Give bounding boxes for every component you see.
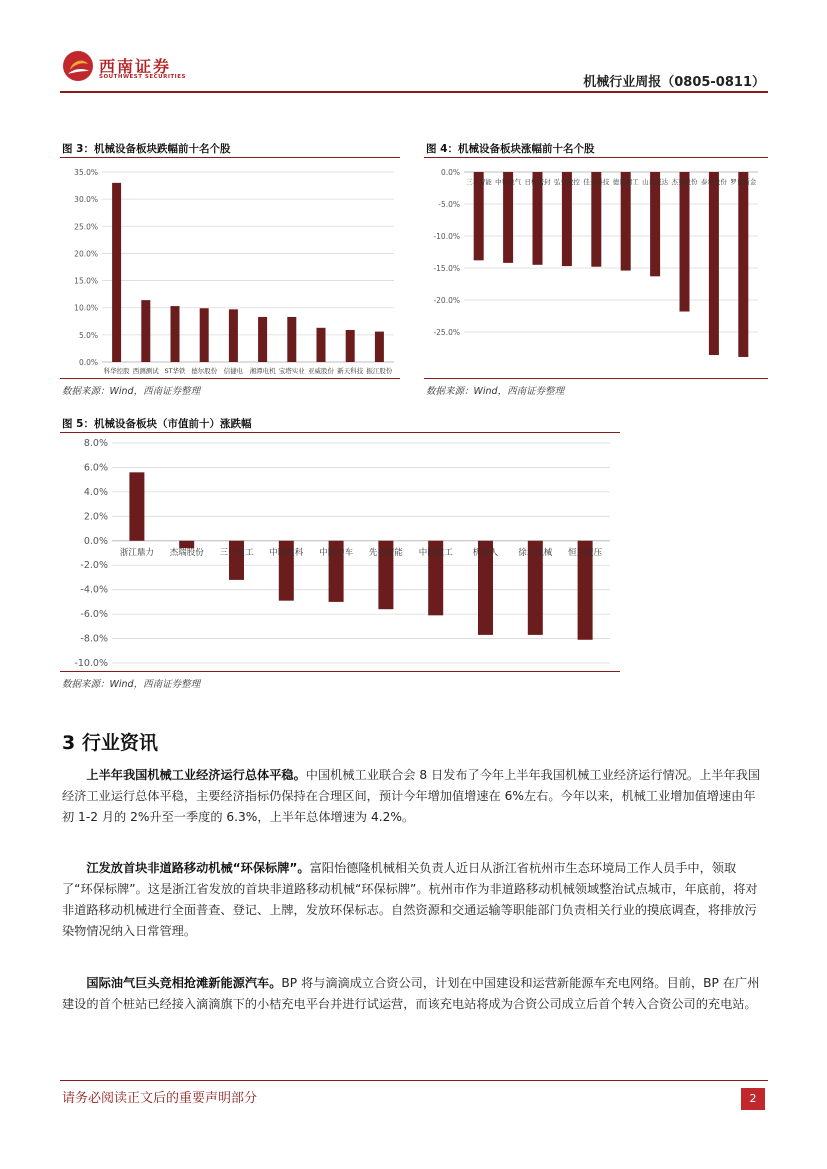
bar <box>171 306 180 362</box>
category-label: 泰尔股份 <box>700 178 727 186</box>
category-label: 科华控股 <box>103 367 130 375</box>
footer-divider <box>60 1080 768 1081</box>
news-lead-1: 上半年我国机械工业经济运行总体平稳。 <box>86 768 306 782</box>
y-tick-label: 4.0% <box>83 486 108 498</box>
bar <box>258 317 267 362</box>
y-tick-label: 20.0% <box>74 249 98 259</box>
figure-4-source: 数据来源：Wind，西南证券整理 <box>426 386 565 397</box>
bar <box>562 172 572 266</box>
category-label: 信捷电 <box>223 367 244 375</box>
news-text-2: 富阳怡德隆机械相关负责人近日从浙江省杭州市生态环境局工作人员手中，领取了“环保标牌”。这是浙江省发放的首块非道路移动机械“环保标牌”。杭州市作为非道路移动机械领域整治试点城市，年底前，将对非道路移动机械进行全面普查、登记、上牌，发放环保标志。自然资源和交通运输等职能部门负责相关行业的摸底调查，将排放污染物情况纳入日常管理。 <box>62 861 758 938</box>
bar <box>229 541 244 580</box>
figure-5-bottom-rule <box>60 671 620 672</box>
news-text-1: 中国机械工业联合会 8 日发布了今年上半年我国机械工业经济运行情况。上半年我国经济工业运行总体平稳，主要经济指标仍保持在合理区间，预计今年增加值增速在 6%左右。今年以来，机械工业增加值增速由年初 1-2 月的 2%升至一季度的 6.3%，上半年总体增速为 4.2%。 <box>62 768 761 824</box>
category-label: 山东威达 <box>642 178 669 186</box>
y-tick-label: 10.0% <box>74 303 98 313</box>
figure-4-bottom-rule <box>424 378 768 379</box>
y-tick-label: 6.0% <box>83 462 108 474</box>
news-lead-3: 国际油气巨头竞相抢滩新能源汽车。 <box>86 976 282 990</box>
category-label: 中科电气 <box>495 178 522 186</box>
category-label: 先导智能 <box>368 547 403 558</box>
news-paragraph-1 <box>62 765 766 828</box>
category-label: 罗普斯金 <box>730 178 757 186</box>
category-label: 德尔股份 <box>191 367 218 375</box>
y-tick-label: 2.0% <box>83 511 108 523</box>
category-label: 振江股份 <box>366 367 393 375</box>
bar <box>200 308 209 362</box>
bar <box>375 332 384 362</box>
header-divider <box>60 91 768 93</box>
category-label: 佳士科技 <box>583 178 610 186</box>
logo-icon <box>62 50 94 82</box>
category-label: ST华铁 <box>164 367 186 375</box>
figure-4-title: 图 4：机械设备板块涨幅前十名个股 <box>426 143 595 155</box>
bar <box>141 300 150 362</box>
y-tick-label: -6.0% <box>80 609 108 621</box>
category-label: 杰瑞股份 <box>169 547 204 558</box>
category-label: 湘潭电机 <box>249 367 276 375</box>
section-title: 3 行业资讯 <box>62 732 158 754</box>
chart-figure-5 <box>60 434 620 671</box>
category-label: 恒立液压 <box>568 547 603 558</box>
category-label: 徐工机械 <box>518 547 553 558</box>
news-paragraph-2 <box>62 858 766 942</box>
figure-3-title: 图 3：机械设备板块跌幅前十名个股 <box>62 143 231 155</box>
figure-5-top-rule <box>60 432 620 433</box>
bar <box>129 472 144 540</box>
news-text-3: BP 将与滴滴成立合资公司，计划在中国建设和运营新能源车充电网络。目前，BP 在广州建设的首个桩站已经接入滴滴旗下的小桔充电平台并进行试运营，而该充电站将成为合资公司成立后首个转入合资公司的充电站。 <box>62 976 760 1011</box>
figure-3-top-rule <box>60 157 400 158</box>
news-lead-2: 江发放首块非道路移动机械“环保标牌”。 <box>86 861 310 875</box>
category-label: 三一重工 <box>219 547 254 558</box>
bar <box>346 330 355 362</box>
bar <box>287 317 296 362</box>
bar <box>709 172 719 355</box>
category-label: 宝塔实业 <box>278 367 305 375</box>
bar <box>738 172 748 357</box>
y-tick-label: 8.0% <box>83 438 108 449</box>
category-label: 新天科技 <box>337 367 364 375</box>
figure-3-bottom-rule <box>60 378 400 379</box>
figure-5-source: 数据来源：Wind，西南证券整理 <box>62 679 201 690</box>
y-tick-label: -4.0% <box>80 584 108 596</box>
bar <box>591 172 601 267</box>
category-label: 中国重工 <box>418 547 453 558</box>
y-tick-label: 0.0% <box>78 358 98 367</box>
y-tick-label: -10.0% <box>74 658 108 669</box>
category-label: 机器人 <box>472 547 499 558</box>
figure-3-source: 数据来源：Wind，西南证券整理 <box>62 386 201 397</box>
brand-name-cn: 西南证券 <box>99 57 172 76</box>
y-tick-label: 0.0% <box>440 168 460 177</box>
y-tick-label: 35.0% <box>74 168 98 177</box>
category-label: 中国中车 <box>319 547 354 558</box>
bar <box>229 309 238 362</box>
chart-figure-4 <box>424 160 768 378</box>
category-label: 浙江鼎力 <box>119 547 154 558</box>
bar <box>621 172 631 271</box>
category-label: 三丰智能 <box>465 178 492 186</box>
figure-4-top-rule <box>424 157 768 158</box>
y-tick-label: -2.0% <box>80 560 108 572</box>
y-tick-label: 0.0% <box>83 535 108 547</box>
category-label: 西测测试 <box>132 367 159 375</box>
category-label: 亚威股份 <box>308 367 334 375</box>
category-label: 弘亚数控 <box>553 178 580 186</box>
y-tick-label: -10.0% <box>433 232 460 241</box>
brand-name-en: SOUTHWEST SECURITIES <box>99 74 186 80</box>
y-tick-label: -25.0% <box>433 328 460 337</box>
figure-5-title: 图 5：机械设备板块（市值前十）涨跌幅 <box>62 418 252 430</box>
category-label: 日机密封 <box>524 178 551 186</box>
bar <box>112 183 121 362</box>
y-tick-label: 5.0% <box>78 330 98 340</box>
y-tick-label: 15.0% <box>74 276 98 286</box>
chart-figure-3 <box>60 160 400 378</box>
bar <box>650 172 660 276</box>
page-number: 2 <box>741 1088 765 1110</box>
y-tick-label: 25.0% <box>74 222 98 232</box>
y-tick-label: -20.0% <box>433 296 460 305</box>
bar <box>680 172 690 312</box>
category-label: 杰克股份 <box>671 178 698 186</box>
y-tick-label: -15.0% <box>433 264 460 273</box>
category-label: 德恩精工 <box>612 178 639 186</box>
y-tick-label: -8.0% <box>80 633 108 645</box>
disclaimer-note: 请务必阅读正文后的重要声明部分 <box>62 1091 258 1106</box>
report-title: 机械行业周报（0805-0811） <box>583 75 765 90</box>
y-tick-label: 30.0% <box>74 195 98 205</box>
y-tick-label: -5.0% <box>438 200 460 209</box>
bar <box>317 328 326 362</box>
news-paragraph-3 <box>62 973 766 1015</box>
category-label: 中联重科 <box>269 547 304 558</box>
